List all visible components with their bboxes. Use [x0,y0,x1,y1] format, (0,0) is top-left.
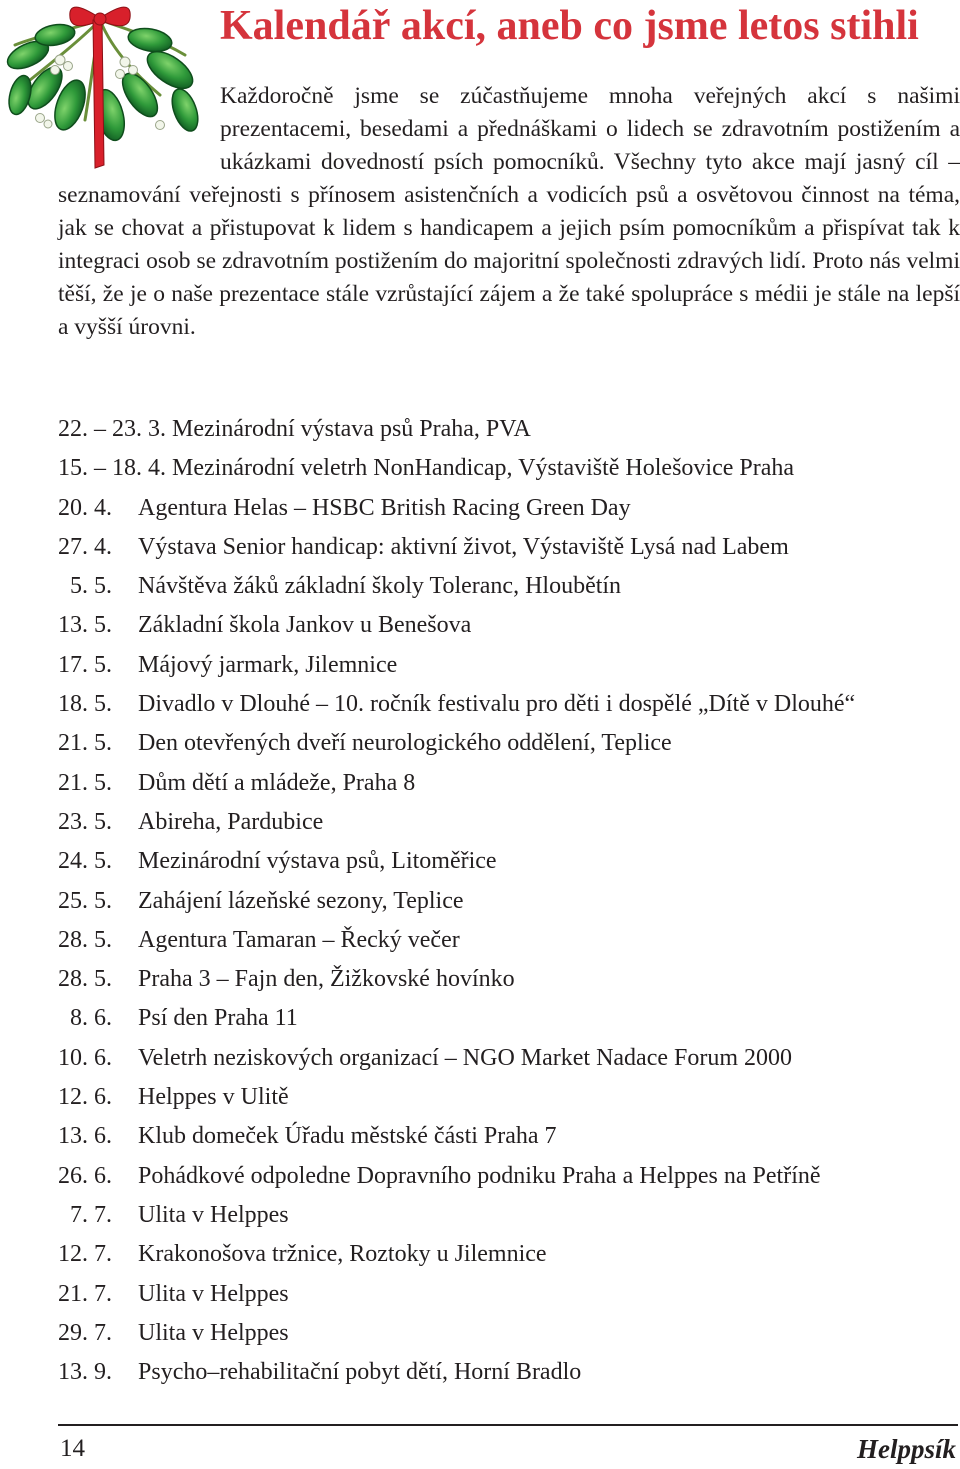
event-item [58,1314,960,1353]
magazine-name: Helppsík [857,1434,956,1464]
event-desc: Základní škola Jankov u Benešova [138,612,472,639]
event-item [58,685,960,724]
event-item [58,1157,960,1196]
event-item [58,410,960,449]
event-item [58,1117,960,1156]
event-date: 24. 5. [58,848,112,875]
event-date: 7. 7. [70,1201,112,1228]
event-desc: Májový jarmark, Jilemnice [138,651,398,678]
event-desc: Veletrh neziskových organizací – NGO Market Nadace Forum 2000 [138,1044,793,1071]
intro-paragraph [58,80,960,344]
event-date: 13. 6. [58,1123,112,1150]
event-item [58,921,960,960]
event-item [58,606,960,645]
event-date: 15. – 18. 4. [58,455,166,482]
event-item [58,882,960,921]
event-desc: Pohádkové odpoledne Dopravního podniku Praha a Helppes na Petříně [138,1162,821,1189]
event-desc: Ulita v Helppes [138,1280,289,1307]
event-date: 21. 7. [58,1280,112,1307]
event-date: 22. – 23. 3. [58,416,166,442]
event-item [58,567,960,606]
event-date: 10. 6. [58,1044,112,1071]
event-desc: Mezinárodní veletrh NonHandicap, Výstaviště Holešovice Praha [172,455,795,482]
intro-float-spacer [58,80,220,179]
event-desc: Helppes v Ulitě [138,1084,289,1111]
event-item [58,960,960,999]
event-item [58,1196,960,1235]
event-item [58,1275,960,1314]
event-date: 21. 5. [58,730,112,757]
event-item [58,724,960,763]
event-item [58,803,960,842]
event-date: 21. 5. [58,769,112,796]
event-item [58,449,960,488]
event-desc: Psí den Praha 11 [138,1005,298,1032]
event-date: 27. 4. [58,533,112,560]
event-date: 28. 5. [58,966,112,993]
event-date: 12. 7. [58,1241,112,1268]
event-date: 28. 5. [58,926,112,953]
event-date: 23. 5. [58,808,112,835]
event-desc: Návštěva žáků základní školy Toleranc, Hloubětín [138,573,622,600]
event-item [58,1039,960,1078]
event-desc: Výstava Senior handicap: aktivní život, Výstaviště Lysá nad Labem [138,533,789,560]
event-desc: Mezinárodní výstava psů, Litoměřice [138,848,497,875]
event-item [58,764,960,803]
event-item [58,1353,960,1392]
event-desc: Krakonošova tržnice, Roztoky u Jilemnice [138,1241,547,1268]
event-date: 5. 5. [70,573,112,600]
event-date: 29. 7. [58,1319,112,1346]
event-date: 26. 6. [58,1162,112,1189]
event-desc: Zahájení lázeňské sezony, Teplice [138,887,464,914]
event-date: 12. 6. [58,1084,112,1111]
event-item [58,489,960,528]
footer-divider [58,1424,958,1426]
event-item [58,1235,960,1274]
event-item [58,842,960,881]
event-desc: Praha 3 – Fajn den, Žižkovské hovínko [138,966,515,993]
event-item [58,528,960,567]
event-desc: Klub domeček Úřadu městské části Praha 7 [138,1123,557,1150]
event-desc: Ulita v Helppes [138,1319,289,1346]
event-desc: Psycho–rehabilitační pobyt dětí, Horní Bradlo [138,1359,582,1386]
event-date: 13. 9. [58,1359,112,1386]
event-desc: Den otevřených dveří neurologického oddělení, Teplice [138,730,672,757]
intro-text: Každoročně jsme se zúčastňujeme mnoha veřejných akcí s našimi prezentacemi, besedami a přednáškami o lidech se zdravotním postižením a ukázkami dovedností psích pomocníků. Všechny tyto akce mají jasný cíl – seznamování veřejnosti s přínosem asistenčních a vodicích psů a osvětovou činnost na téma, jak se chovat a přistupovat k lidem s handicapem a jejich psím pomocníkům a přispívat tak k integraci osob se zdravotním postižením do majoritní společnosti zdravých lidí. Proto nás velmi těší, že je o naše prezentace stále vzrůstající zájem a že také spolupráce s médii je stále na lepší a vyšší úrovni. [58,83,960,340]
page-title: Kalendář akcí, aneb co jsme letos stihli [220,3,919,49]
event-date: 18. 5. [58,691,112,718]
event-date: 8. 6. [70,1005,112,1032]
event-desc: Ulita v Helppes [138,1201,289,1228]
event-desc: Agentura Tamaran – Řecký večer [138,926,460,953]
event-list [58,410,960,1392]
event-desc: Divadlo v Dlouhé – 10. ročník festivalu pro děti i dospělé „Dítě v Dlouhé“ [138,691,856,718]
event-desc: Dům dětí a mládeže, Praha 8 [138,769,416,796]
event-desc: Abireha, Pardubice [138,808,324,835]
event-desc: Mezinárodní výstava psů Praha, PVA [172,416,531,442]
event-date: 13. 5. [58,612,112,639]
event-item [58,646,960,685]
event-date: 17. 5. [58,651,112,678]
page-number: 14 [60,1435,85,1462]
event-item [58,999,960,1038]
event-item [58,1078,960,1117]
event-desc: Agentura Helas – HSBC British Racing Green Day [138,494,631,521]
event-date: 20. 4. [58,494,112,521]
event-date: 25. 5. [58,887,112,914]
